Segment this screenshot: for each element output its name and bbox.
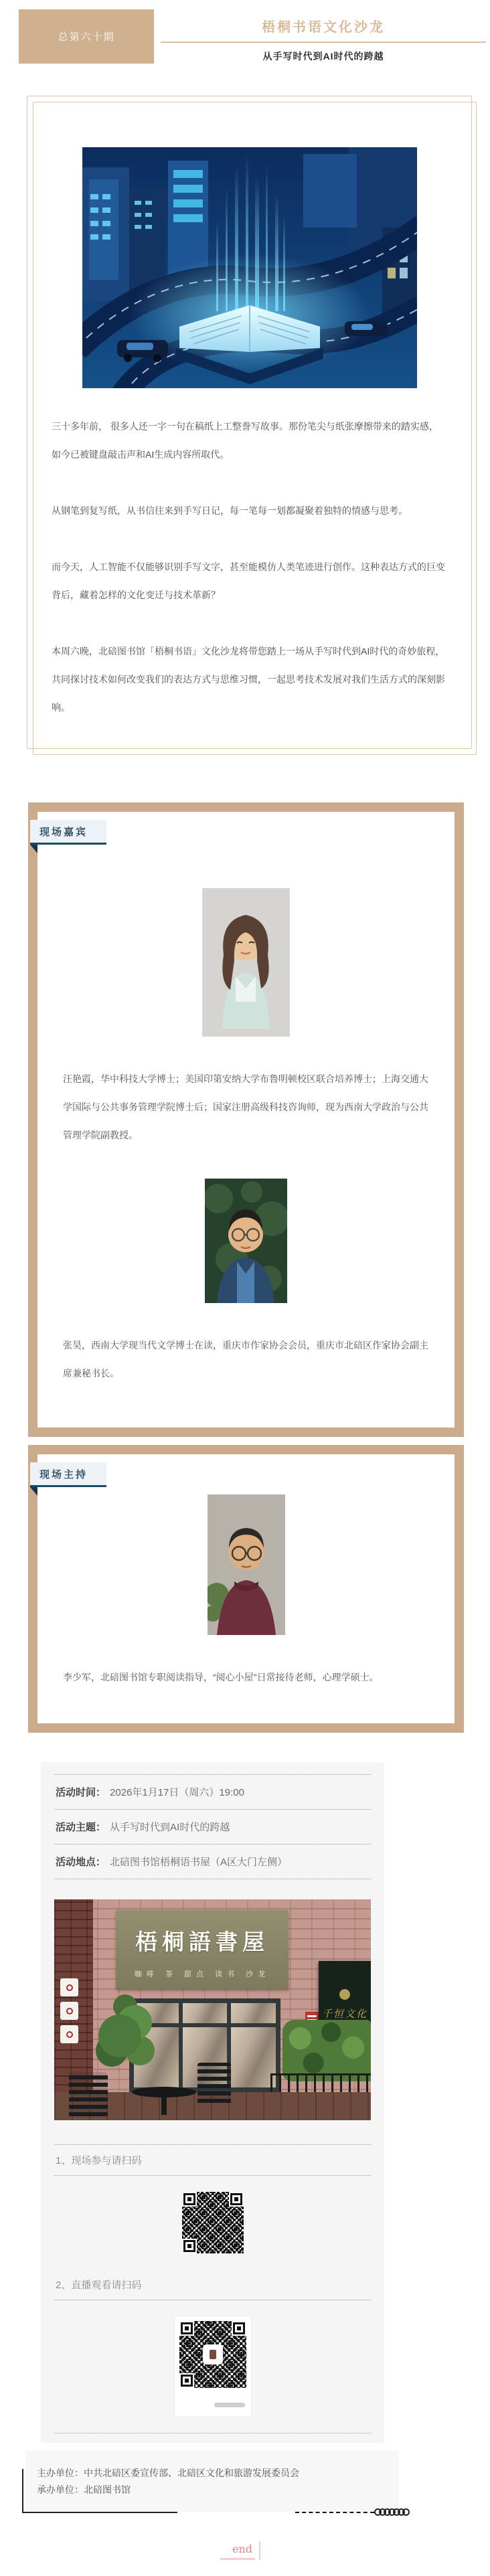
dash-decoration [295,2512,374,2513]
venue-mini-sign-3 [60,2025,78,2043]
host-section-label: 现场主持 [30,1462,106,1487]
end-area [0,2541,490,2560]
venue-chair-left [69,2072,108,2116]
page-subtitle: 从手写时代到AI时代的跨越 [262,51,384,62]
intro-paragraph-3: 而今天，人工智能不仅能够识别手写文字，甚至能模仿人类笔迹进行创作。这种表达方式的巨变背后，藏着怎样的文化变迁与技术革新？ [52,562,445,600]
issue-badge: 总第六十期 [19,9,154,64]
guest-bio-2: 张昊，西南大学现当代文学博士在读，重庆市作家协会会员，重庆市北碚区作家协会副主席兼秘书长。 [63,1340,428,1379]
event-time-label: 活动时间： [56,1787,106,1798]
event-venue-row [54,1844,371,1879]
qr-finder-icon [183,2193,195,2205]
venue-sign-services: 咖啡 茶 甜点 读书 沙龙 [134,1970,270,1978]
event-theme-row [54,1810,371,1844]
livestream-qr-card[interactable] [175,2316,251,2417]
host-section [28,1445,464,1733]
qr-finder-icon [233,2322,245,2334]
qr-section-label-2: 2、直播观看请扫码 [56,2280,142,2291]
guests-section [28,802,464,1437]
intro-paragraph-2: 从钢笔到复写纸，从书信往来到手写日记，每一笔每一划都凝聚着独特的情感与思考。 [52,505,408,516]
header [19,9,490,64]
venue-hedge [282,2020,371,2081]
qr-finder-icon [181,2322,193,2334]
title-divider [161,41,486,43]
event-venue-label: 活动地点： [56,1857,106,1868]
footer-credits [25,2450,399,2512]
qr-finder-icon [183,2240,195,2252]
qr-center-logo-icon [204,2346,222,2363]
end-badge: end [230,2541,260,2560]
venue-plant [98,2014,141,2057]
organizer-line: 主办单位：中共北碚区委宣传部、北碚区文化和旅游发展委员会 [37,2468,299,2478]
event-theme-value: 从手写时代到AI时代的跨越 [110,1822,230,1833]
guests-section-label: 现场嘉宾 [30,820,106,845]
guests-inner [37,812,455,1428]
host-inner [37,1454,455,1723]
host-bio: 李少军，北碚图书馆专职阅读指导，“阅心小屋"日常接待老师，心理学硕士。 [63,1672,379,1683]
intro-paragraphs [52,412,447,721]
hero-illustration[interactable] [82,147,417,388]
footer-left-rule [22,2469,23,2513]
moon-logo-icon [339,1989,350,2000]
event-theme-label: 活动主题： [56,1822,106,1833]
venue-signboard [116,1910,289,1989]
qr-caption-marks [214,2403,245,2407]
page-title: 梧桐书语文化沙龙 [262,20,385,35]
venue-chair-right [197,2063,231,2103]
guest-bio-1: 汪艳霞，华中科技大学博士；美国印第安纳大学布鲁明顿校区联合培养博士；上海交通大学国际与公共事务管理学院博士后；国家注册高级科技咨询师，现为西南大学政治与公共管理学院副教授。 [63,1074,428,1140]
qr-section-label-1: 1、现场参与请扫码 [56,2155,142,2166]
livestream-qr-code [179,2321,246,2388]
signup-qr-code[interactable] [182,2192,244,2253]
event-time-value: 2026年1月17日（周六）19:00 [110,1787,244,1798]
venue-sign-title: 梧桐語書屋 [135,1929,269,1955]
venue-mini-sign-1 [60,1978,78,1996]
event-venue-value: 北碚图书馆梧桐语书屋（A区大门左侧） [110,1857,288,1868]
intro-paragraph-1: 三十多年前， 很多人还一字一句在稿纸上工整誊写故事。那份笔尖与纸张摩擦带来的踏实感，如今已被键盘敲击声和AI生成内容所取代。 [52,421,438,460]
venue-side-sign-text: 千恒文化 [321,2007,368,2020]
event-info-panel [41,1762,384,2443]
venue-table [132,2087,196,2097]
venue-photo[interactable] [54,1899,371,2120]
header-title-area [154,9,490,64]
chain-decoration-icon [295,2508,410,2516]
event-time-row [54,1774,371,1810]
footer-bottom-rule [22,2512,177,2513]
qr-finder-icon [181,2375,193,2387]
qr-finder-icon [230,2193,242,2205]
intro-paragraph-4: 本周六晚，北碚图书馆「梧桐书语」文化沙龙将带您踏上一场从手写时代到AI时代的奇妙旅程，共同探讨技术如何改变我们的表达方式与思维习惯，一起思考技术发展对我们生活方式的深刻影响。 [52,646,445,713]
undertaker-line: 承办单位：北碚图书馆 [37,2484,131,2496]
intro-article-box [27,96,472,749]
guest-photo-2[interactable] [205,1179,287,1303]
guest-photo-1[interactable] [202,888,290,1037]
host-photo[interactable] [208,1494,285,1635]
venue-mini-sign-2 [60,2002,78,2020]
